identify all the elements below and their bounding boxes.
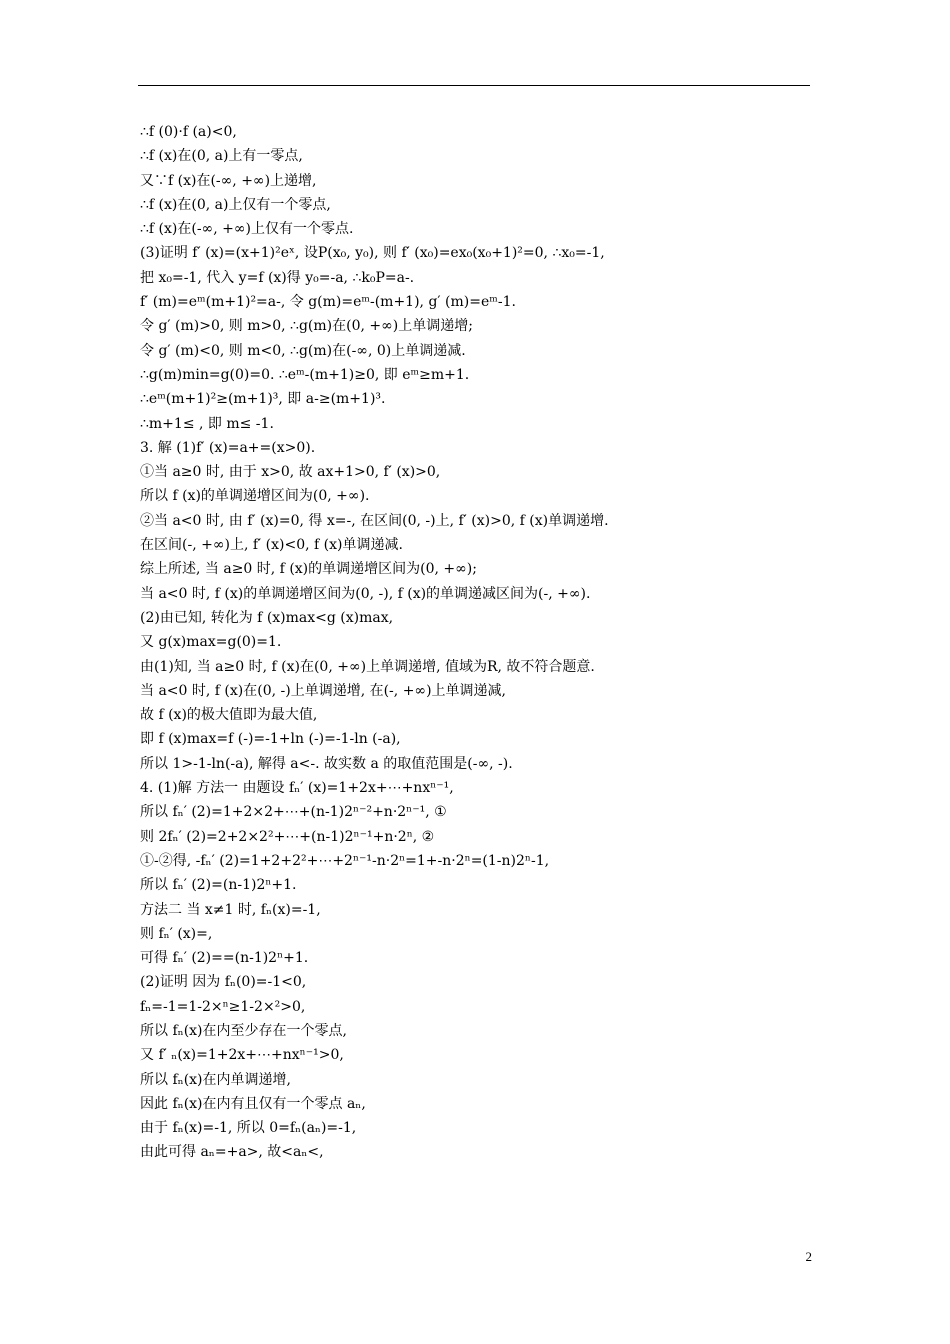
text-line: 又 f′ ₙ(x)=1+2x+⋯+nxⁿ⁻¹>0, [140, 1047, 344, 1064]
text-line: ①当 a≥0 时, 由于 x>0, 故 ax+1>0, f′ (x)>0, [140, 464, 441, 481]
text-line: ∴m+1≤ , 即 m≤ -1. [140, 415, 274, 432]
text-line: 所以 fₙ′ (2)=1+2×2+⋯+(n-1)2ⁿ⁻²+n·2ⁿ⁻¹, ① [140, 804, 447, 821]
text-line: 由(1)知, 当 a≥0 时, f (x)在(0, +∞)上单调递增, 值域为R, 故不符合题意. [140, 658, 595, 675]
text-line: 由于 fₙ(x)=-1, 所以 0=fₙ(aₙ)=-1, [140, 1120, 357, 1137]
text-line: (3)证明 f′ (x)=(x+1)²eˣ, 设P(x₀, y₀), 则 f′ (x₀)=ex₀(x₀+1)²=0, ∴x₀=-1, [140, 245, 605, 262]
text-line: ∴f (0)·f (a)<0, [140, 124, 237, 140]
text-line: 把 x₀=-1, 代入 y=f (x)得 y₀=-a, ∴k₀P=a-. [140, 269, 415, 286]
text-line: 方法二 当 x≠1 时, fₙ(x)=-1, [140, 901, 321, 918]
text-line: (2)由已知, 转化为 f (x)max<g (x)max, [140, 609, 394, 626]
text-line: 3. 解 (1)f′ (x)=a+=(x>0). [140, 439, 316, 456]
header-rule [138, 85, 810, 86]
text-line: 即 f (x)max=f (-)=-1+ln (-)=-1-ln (-a), [140, 731, 401, 748]
text-line: 当 a<0 时, f (x)的单调递增区间为(0, -), f (x)的单调递减区间为(-, +∞). [140, 585, 591, 602]
text-line: 又∵f (x)在(-∞, +∞)上递增, [140, 172, 317, 189]
text-line: 当 a<0 时, f (x)在(0, -)上单调递增, 在(-, +∞)上单调递减, [140, 682, 506, 699]
text-line: 所以 fₙ(x)在内至少存在一个零点, [140, 1022, 347, 1039]
text-line: ①-②得, -fₙ′ (2)=1+2+2²+⋯+2ⁿ⁻¹-n·2ⁿ=1+-n·2ⁿ=(1-n)2ⁿ-1, [140, 852, 550, 869]
text-line: 因此 fₙ(x)在内有且仅有一个零点 aₙ, [140, 1095, 366, 1112]
page-number: 2 [805, 1249, 812, 1264]
solution-body [140, 120, 810, 1165]
text-line: 则 fₙ′ (x)=, [140, 925, 213, 942]
text-line: 由此可得 aₙ=+a>, 故<aₙ<, [140, 1144, 324, 1161]
text-line: ∴eᵐ(m+1)²≥(m+1)³, 即 a-≥(m+1)³. [140, 391, 386, 408]
text-line: (2)证明 因为 fₙ(0)=-1<0, [140, 974, 307, 991]
text-line: 故 f (x)的极大值即为最大值, [140, 707, 318, 724]
text-line: fₙ=-1=1-2×ⁿ≥1-2×²>0, [140, 998, 306, 1015]
text-line: 所以 fₙ′ (2)=(n-1)2ⁿ+1. [140, 877, 297, 894]
text-line: ∴f (x)在(0, a)上有一零点, [140, 148, 303, 165]
text-line: 综上所述, 当 a≥0 时, f (x)的单调递增区间为(0, +∞); [140, 561, 477, 578]
text-line: ②当 a<0 时, 由 f′ (x)=0, 得 x=-, 在区间(0, -)上, f′ (x)>0, f (x)单调递增. [140, 512, 609, 529]
text-line: 可得 fₙ′ (2)==(n-1)2ⁿ+1. [140, 950, 309, 967]
text-line: 又 g(x)max=g(0)=1. [140, 634, 282, 651]
text-line: f′ (m)=eᵐ(m+1)²=a-, 令 g(m)=eᵐ-(m+1), g′ (m)=eᵐ-1. [140, 294, 516, 311]
text-line: 所以 f (x)的单调递增区间为(0, +∞). [140, 488, 370, 505]
text-line: 所以 1>-1-ln(-a), 解得 a<-. 故实数 a 的取值范围是(-∞, -). [140, 755, 513, 772]
text-line: ∴g(m)min=g(0)=0. ∴eᵐ-(m+1)≥0, 即 eᵐ≥m+1. [140, 366, 470, 383]
text-line: 在区间(-, +∞)上, f′ (x)<0, f (x)单调递减. [140, 537, 403, 554]
text-line: 令 g′ (m)<0, 则 m<0, ∴g(m)在(-∞, 0)上单调递减. [140, 342, 466, 359]
text-line: ∴f (x)在(-∞, +∞)上仅有一个零点. [140, 221, 354, 238]
text-line: 4. (1)解 方法一 由题设 fₙ′ (x)=1+2x+⋯+nxⁿ⁻¹, [140, 780, 454, 797]
text-line: ∴f (x)在(0, a)上仅有一个零点, [140, 196, 331, 213]
text-line: 所以 fₙ(x)在内单调递增, [140, 1071, 291, 1088]
text-line: 则 2fₙ′ (2)=2+2×2²+⋯+(n-1)2ⁿ⁻¹+n·2ⁿ, ② [140, 828, 435, 845]
text-line: 令 g′ (m)>0, 则 m>0, ∴g(m)在(0, +∞)上单调递增; [140, 318, 473, 335]
